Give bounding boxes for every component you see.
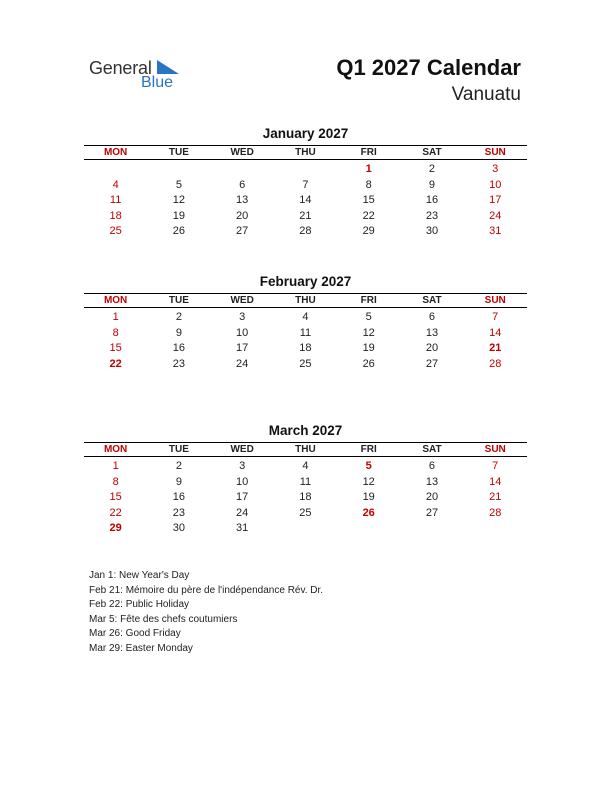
day-cell: 4 bbox=[302, 460, 309, 472]
day-cell: 27 bbox=[236, 225, 249, 237]
day-cell: 4 bbox=[302, 311, 309, 323]
day-cell: 22 bbox=[362, 209, 375, 222]
week-row bbox=[84, 162, 527, 178]
day-cell: 17 bbox=[236, 491, 249, 503]
week-row bbox=[84, 521, 527, 537]
day-cell: 27 bbox=[425, 506, 439, 519]
day-cell: 24 bbox=[489, 209, 502, 222]
weekday-label: MON bbox=[103, 444, 128, 455]
weeks-grid bbox=[84, 459, 527, 537]
day-cell: 14 bbox=[299, 194, 312, 206]
holiday-item: Mar 5: Fête des chefs coutumiers bbox=[89, 613, 238, 625]
week-row bbox=[84, 326, 527, 342]
day-cell: 24 bbox=[236, 357, 249, 370]
day-cell: 16 bbox=[425, 194, 439, 206]
weekday-header bbox=[84, 293, 527, 308]
day-cell: 11 bbox=[109, 194, 122, 206]
day-cell: 26 bbox=[172, 225, 186, 237]
weekday-header bbox=[84, 442, 527, 457]
week-row bbox=[84, 178, 527, 194]
day-cell: 2 bbox=[175, 311, 182, 323]
day-cell: 17 bbox=[489, 194, 502, 206]
holiday-list bbox=[89, 569, 323, 656]
empty-day-cell bbox=[274, 162, 337, 178]
empty-day-cell bbox=[147, 162, 210, 178]
logo-general-text: General bbox=[89, 58, 152, 78]
day-cell: 3 bbox=[239, 311, 246, 323]
day-cell: 3 bbox=[492, 163, 499, 175]
month-calendar-january bbox=[84, 125, 527, 240]
day-cell: 19 bbox=[362, 342, 375, 354]
day-cell: 25 bbox=[109, 225, 122, 237]
day-cell: 12 bbox=[172, 194, 186, 206]
day-cell: 11 bbox=[299, 475, 312, 488]
holiday-item: Mar 26: Good Friday bbox=[89, 628, 181, 639]
day-cell: 19 bbox=[362, 491, 375, 503]
day-cell: 2 bbox=[175, 460, 182, 472]
day-cell: 12 bbox=[362, 326, 375, 339]
weekday-label: SUN bbox=[484, 147, 506, 158]
day-cell: 17 bbox=[236, 342, 249, 354]
day-cell: 15 bbox=[109, 491, 122, 503]
weekday-label: WED bbox=[230, 295, 254, 306]
weekday-label: FRI bbox=[360, 147, 377, 158]
week-row bbox=[84, 357, 527, 373]
day-cell: 23 bbox=[425, 209, 439, 222]
day-cell: 15 bbox=[109, 342, 122, 354]
day-cell: 5 bbox=[365, 460, 372, 472]
empty-day-cell bbox=[400, 521, 463, 537]
month-calendar-february bbox=[84, 273, 527, 372]
weekday-label: MON bbox=[103, 147, 128, 158]
weeks-grid bbox=[84, 162, 527, 240]
weekday-label: FRI bbox=[360, 444, 377, 455]
day-cell: 6 bbox=[428, 460, 436, 472]
day-cell: 6 bbox=[239, 178, 246, 191]
generalblue-logo bbox=[89, 58, 189, 92]
weekday-label: THU bbox=[295, 295, 316, 306]
day-cell: 18 bbox=[299, 342, 312, 354]
day-cell: 10 bbox=[236, 475, 249, 488]
weekday-label: SAT bbox=[422, 295, 442, 306]
weekday-label: TUE bbox=[168, 444, 189, 455]
day-cell: 6 bbox=[428, 311, 436, 323]
logo-triangle-icon bbox=[157, 60, 179, 74]
holiday-item: Jan 1: New Year's Day bbox=[89, 570, 190, 581]
empty-day-cell bbox=[84, 162, 147, 178]
day-cell: 1 bbox=[112, 311, 119, 323]
day-cell: 22 bbox=[109, 357, 122, 370]
day-cell: 7 bbox=[492, 460, 499, 472]
day-cell: 9 bbox=[175, 326, 182, 339]
weekday-label: WED bbox=[230, 147, 254, 158]
day-cell: 26 bbox=[362, 357, 375, 370]
weekday-label: THU bbox=[295, 147, 316, 158]
week-row bbox=[84, 209, 527, 225]
weekday-label: THU bbox=[295, 444, 316, 455]
day-cell: 2 bbox=[428, 163, 436, 175]
day-cell: 7 bbox=[492, 311, 499, 323]
holiday-item: Feb 21: Mémoire du père de l'indépendance Rév. Dr. bbox=[89, 584, 324, 596]
empty-day-cell bbox=[211, 162, 274, 178]
weekday-label: TUE bbox=[168, 295, 189, 306]
day-cell: 13 bbox=[236, 194, 249, 206]
day-cell: 8 bbox=[365, 178, 372, 191]
day-cell: 19 bbox=[172, 209, 186, 222]
week-row bbox=[84, 506, 527, 522]
week-row bbox=[84, 490, 527, 506]
page-title: Q1 2027 Calendar bbox=[336, 55, 521, 80]
day-cell: 29 bbox=[109, 522, 122, 534]
page-subtitle-country: Vanuatu bbox=[451, 84, 521, 105]
day-cell: 31 bbox=[236, 522, 249, 534]
month-title: January 2027 bbox=[262, 126, 349, 141]
weekday-label: SUN bbox=[484, 295, 506, 306]
day-cell: 12 bbox=[362, 475, 375, 488]
weeks-grid bbox=[84, 310, 527, 372]
week-row bbox=[84, 475, 527, 491]
day-cell: 1 bbox=[112, 460, 119, 472]
day-cell: 3 bbox=[239, 460, 246, 472]
day-cell: 28 bbox=[299, 225, 312, 237]
day-cell: 9 bbox=[175, 475, 182, 488]
day-cell: 30 bbox=[172, 522, 186, 534]
day-cell: 26 bbox=[362, 506, 375, 519]
month-calendar-march bbox=[84, 422, 527, 537]
day-cell: 13 bbox=[425, 326, 439, 339]
day-cell: 18 bbox=[109, 209, 122, 222]
day-cell: 23 bbox=[172, 357, 186, 370]
day-cell: 23 bbox=[172, 506, 186, 519]
weekday-label: WED bbox=[230, 444, 254, 455]
week-row bbox=[84, 459, 527, 475]
day-cell: 21 bbox=[489, 491, 502, 503]
day-cell: 28 bbox=[489, 506, 502, 519]
weekday-label: SAT bbox=[422, 147, 442, 158]
holiday-item: Mar 29: Easter Monday bbox=[89, 642, 193, 654]
day-cell: 7 bbox=[302, 178, 309, 191]
day-cell: 29 bbox=[362, 225, 375, 237]
week-row bbox=[84, 193, 527, 209]
day-cell: 24 bbox=[236, 506, 249, 519]
empty-day-cell bbox=[274, 521, 337, 537]
weekday-header bbox=[84, 145, 527, 160]
day-cell: 11 bbox=[299, 326, 312, 339]
day-cell: 31 bbox=[489, 225, 502, 237]
day-cell: 20 bbox=[236, 209, 249, 222]
day-cell: 10 bbox=[236, 326, 249, 339]
day-cell: 21 bbox=[299, 209, 312, 222]
week-row bbox=[84, 310, 527, 326]
day-cell: 9 bbox=[428, 178, 436, 191]
day-cell: 30 bbox=[425, 225, 439, 237]
day-cell: 13 bbox=[425, 475, 439, 488]
day-cell: 20 bbox=[425, 342, 439, 354]
day-cell: 27 bbox=[425, 357, 439, 370]
holiday-item: Feb 22: Public Holiday bbox=[89, 599, 190, 610]
month-title: March 2027 bbox=[268, 423, 343, 438]
weekday-label: MON bbox=[103, 295, 128, 306]
day-cell: 5 bbox=[175, 178, 182, 191]
empty-day-cell bbox=[337, 521, 400, 537]
week-row bbox=[84, 224, 527, 240]
month-title: February 2027 bbox=[259, 274, 352, 289]
day-cell: 22 bbox=[109, 506, 122, 519]
day-cell: 15 bbox=[362, 194, 375, 206]
weekday-label: SUN bbox=[484, 444, 506, 455]
day-cell: 5 bbox=[365, 311, 372, 323]
weekday-label: TUE bbox=[168, 147, 189, 158]
day-cell: 16 bbox=[172, 342, 186, 354]
day-cell: 25 bbox=[299, 506, 312, 519]
day-cell: 8 bbox=[112, 475, 119, 488]
day-cell: 21 bbox=[489, 342, 502, 354]
day-cell: 10 bbox=[489, 178, 502, 191]
weekday-label: SAT bbox=[422, 444, 442, 455]
day-cell: 25 bbox=[299, 357, 312, 370]
weekday-label: FRI bbox=[360, 295, 377, 306]
week-row bbox=[84, 341, 527, 357]
day-cell: 14 bbox=[489, 475, 502, 488]
day-cell: 20 bbox=[425, 491, 439, 503]
day-cell: 8 bbox=[112, 326, 119, 339]
day-cell: 14 bbox=[489, 326, 502, 339]
day-cell: 18 bbox=[299, 491, 312, 503]
logo-blue-text: Blue bbox=[141, 74, 174, 91]
empty-day-cell bbox=[464, 521, 527, 537]
day-cell: 1 bbox=[365, 163, 372, 175]
day-cell: 28 bbox=[489, 357, 502, 370]
day-cell: 16 bbox=[172, 491, 186, 503]
day-cell: 4 bbox=[112, 178, 119, 191]
